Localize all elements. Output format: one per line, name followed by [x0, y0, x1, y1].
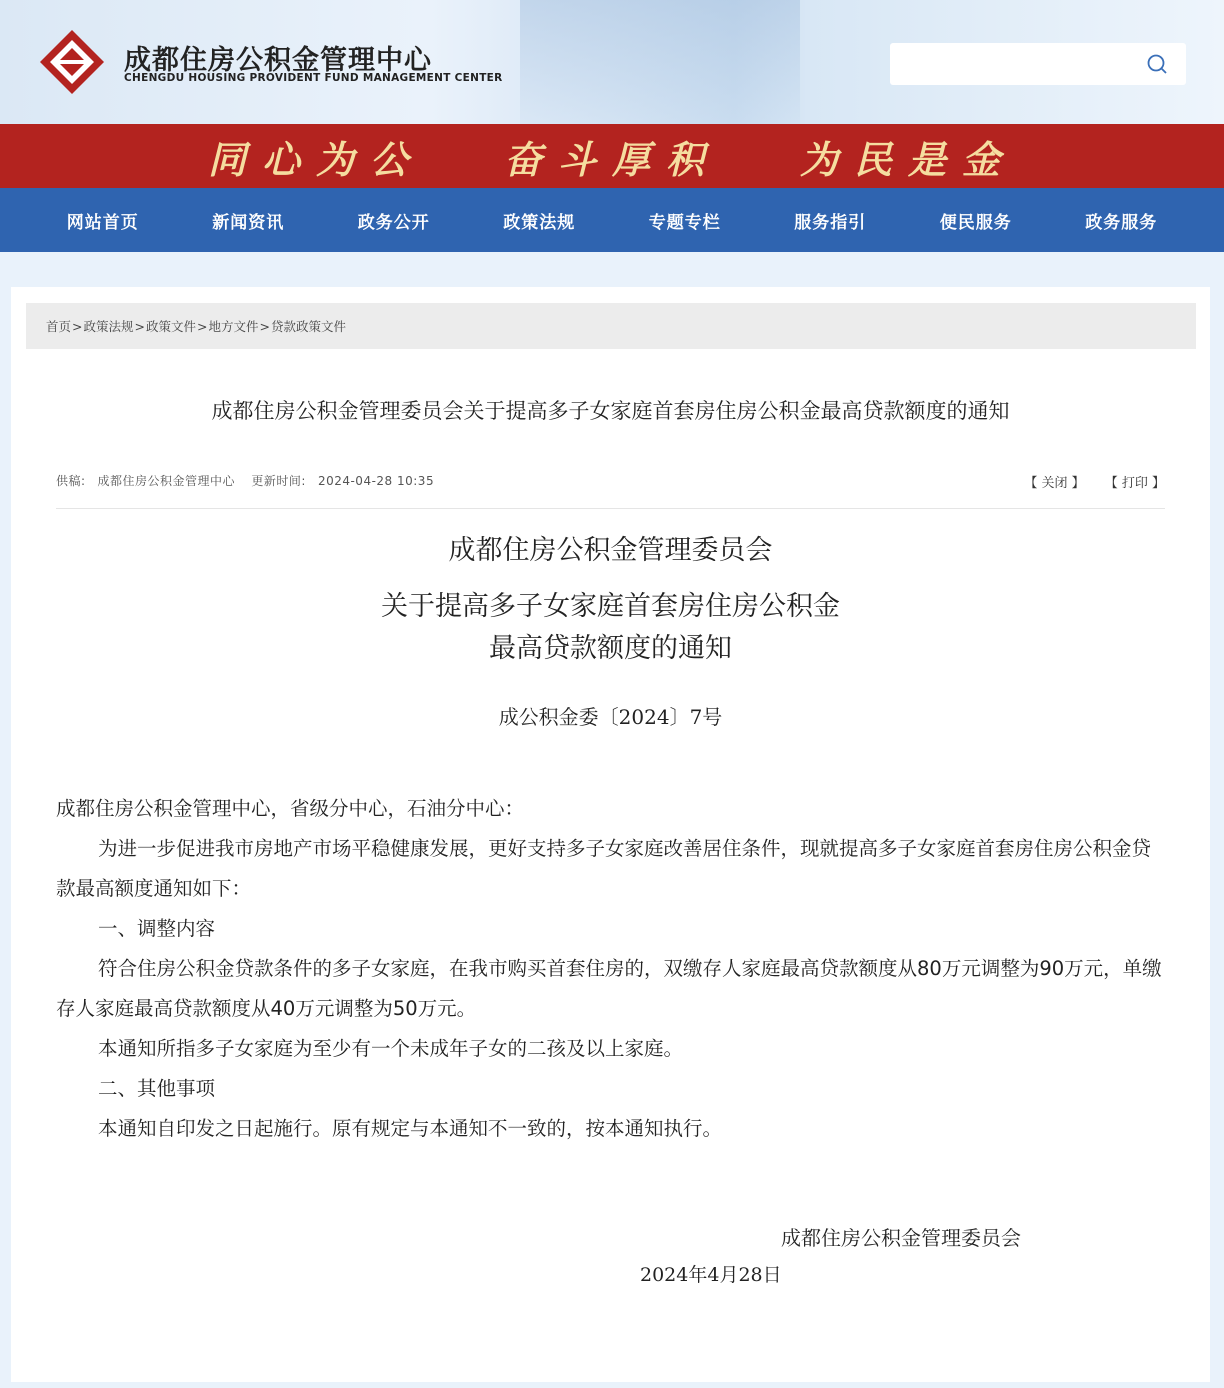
- site-header: [0, 0, 1224, 124]
- article-title: 成都住房公积金管理委员会关于提高多子女家庭首套房住房公积金最高贷款额度的通知: [211, 399, 1010, 423]
- content-panel: [11, 287, 1210, 1382]
- source-label: 供稿:: [56, 474, 86, 488]
- paragraph: 本通知自印发之日起施行。原有规定与本通知不一致的，按本通知执行。: [98, 1117, 723, 1140]
- search-icon[interactable]: [1146, 53, 1168, 75]
- nav-item-convenience-services[interactable]: 便民服务: [939, 212, 1012, 233]
- nav-item-service-guide[interactable]: 服务指引: [794, 212, 867, 233]
- site-brand-english: CHENGDU HOUSING PROVIDENT FUND MANAGEMENT CENTER: [124, 72, 503, 84]
- updated-value: 2024-04-28 10:35: [317, 474, 435, 488]
- paragraph: 为进一步促进我市房地产市场平稳健康发展，更好支持多子女家庭改善居住条件，现就提高多子女家庭首套房住房公积金贷款最高额度通知如下：: [56, 837, 1152, 900]
- article-actions: [1008, 472, 1165, 491]
- close-button[interactable]: 【 关闭 】: [1024, 476, 1085, 491]
- salutation: 成都住房公积金管理中心，省级分中心，石油分中心：: [56, 797, 525, 820]
- search-box: [890, 43, 1186, 85]
- site-brand-name[interactable]: 成都住房公积金管理中心: [124, 45, 432, 76]
- main-nav: [0, 188, 1224, 252]
- article-meta: [56, 472, 446, 489]
- document-heading-subject-line2: 最高贷款额度的通知: [489, 633, 732, 664]
- nav-item-policies[interactable]: 政策法规: [503, 212, 576, 233]
- divider: [56, 508, 1165, 509]
- source-value: 成都住房公积金管理中心: [97, 474, 236, 488]
- slogan-text: 为民是金: [800, 136, 1017, 182]
- paragraph: 符合住房公积金贷款条件的多子女家庭，在我市购买首套住房的，双缴存人家庭最高贷款额度从80万元调整为90万元，单缴存人家庭最高贷款额度从40万元调整为50万元。: [56, 957, 1162, 1020]
- document-heading-issuer: 成都住房公积金管理委员会: [448, 535, 773, 566]
- updated-label: 更新时间:: [251, 474, 306, 488]
- breadcrumb-local-files[interactable]: 地方文件: [208, 319, 259, 334]
- section-heading: 二、其他事项: [98, 1077, 216, 1100]
- site-logo-icon[interactable]: [38, 28, 106, 96]
- document-body: [56, 789, 1168, 1149]
- nav-item-special-topics[interactable]: 专题专栏: [648, 212, 721, 233]
- nav-item-home[interactable]: 网站首页: [66, 212, 139, 233]
- signature-date: 2024年4月28日: [640, 1264, 782, 1286]
- paragraph: 本通知所指多子女家庭为至少有一个未成年子女的二孩及以上家庭。: [98, 1037, 684, 1060]
- breadcrumb-policy-files[interactable]: 政策文件: [146, 319, 197, 334]
- document-heading-subject-line1: 关于提高多子女家庭首套房住房公积金: [381, 591, 840, 622]
- document-number: 成公积金委〔2024〕7号: [498, 705, 723, 729]
- nav-item-online-services[interactable]: 政务服务: [1085, 212, 1158, 233]
- breadcrumb-loan-policy-files[interactable]: 贷款政策文件: [271, 319, 347, 334]
- section-heading: 一、调整内容: [98, 917, 216, 940]
- breadcrumb-home[interactable]: 首页: [46, 319, 72, 334]
- breadcrumb-policies[interactable]: 政策法规: [83, 319, 134, 334]
- header-background-image: [520, 0, 800, 124]
- breadcrumb: 首页 > 政策法规 > 政策文件 > 地方文件 > 贷款政策文件: [26, 303, 1196, 349]
- slogan-text: 同心为公: [207, 136, 424, 182]
- search-input[interactable]: [902, 43, 1146, 87]
- print-button[interactable]: 【 打印 】: [1104, 476, 1165, 491]
- nav-item-news[interactable]: 新闻资讯: [212, 212, 285, 233]
- signature-organization: 成都住房公积金管理委员会: [781, 1226, 1021, 1250]
- nav-item-government-affairs[interactable]: 政务公开: [357, 212, 430, 233]
- slogan-text: 奋斗厚积: [503, 136, 720, 182]
- slogan-banner: [0, 124, 1224, 188]
